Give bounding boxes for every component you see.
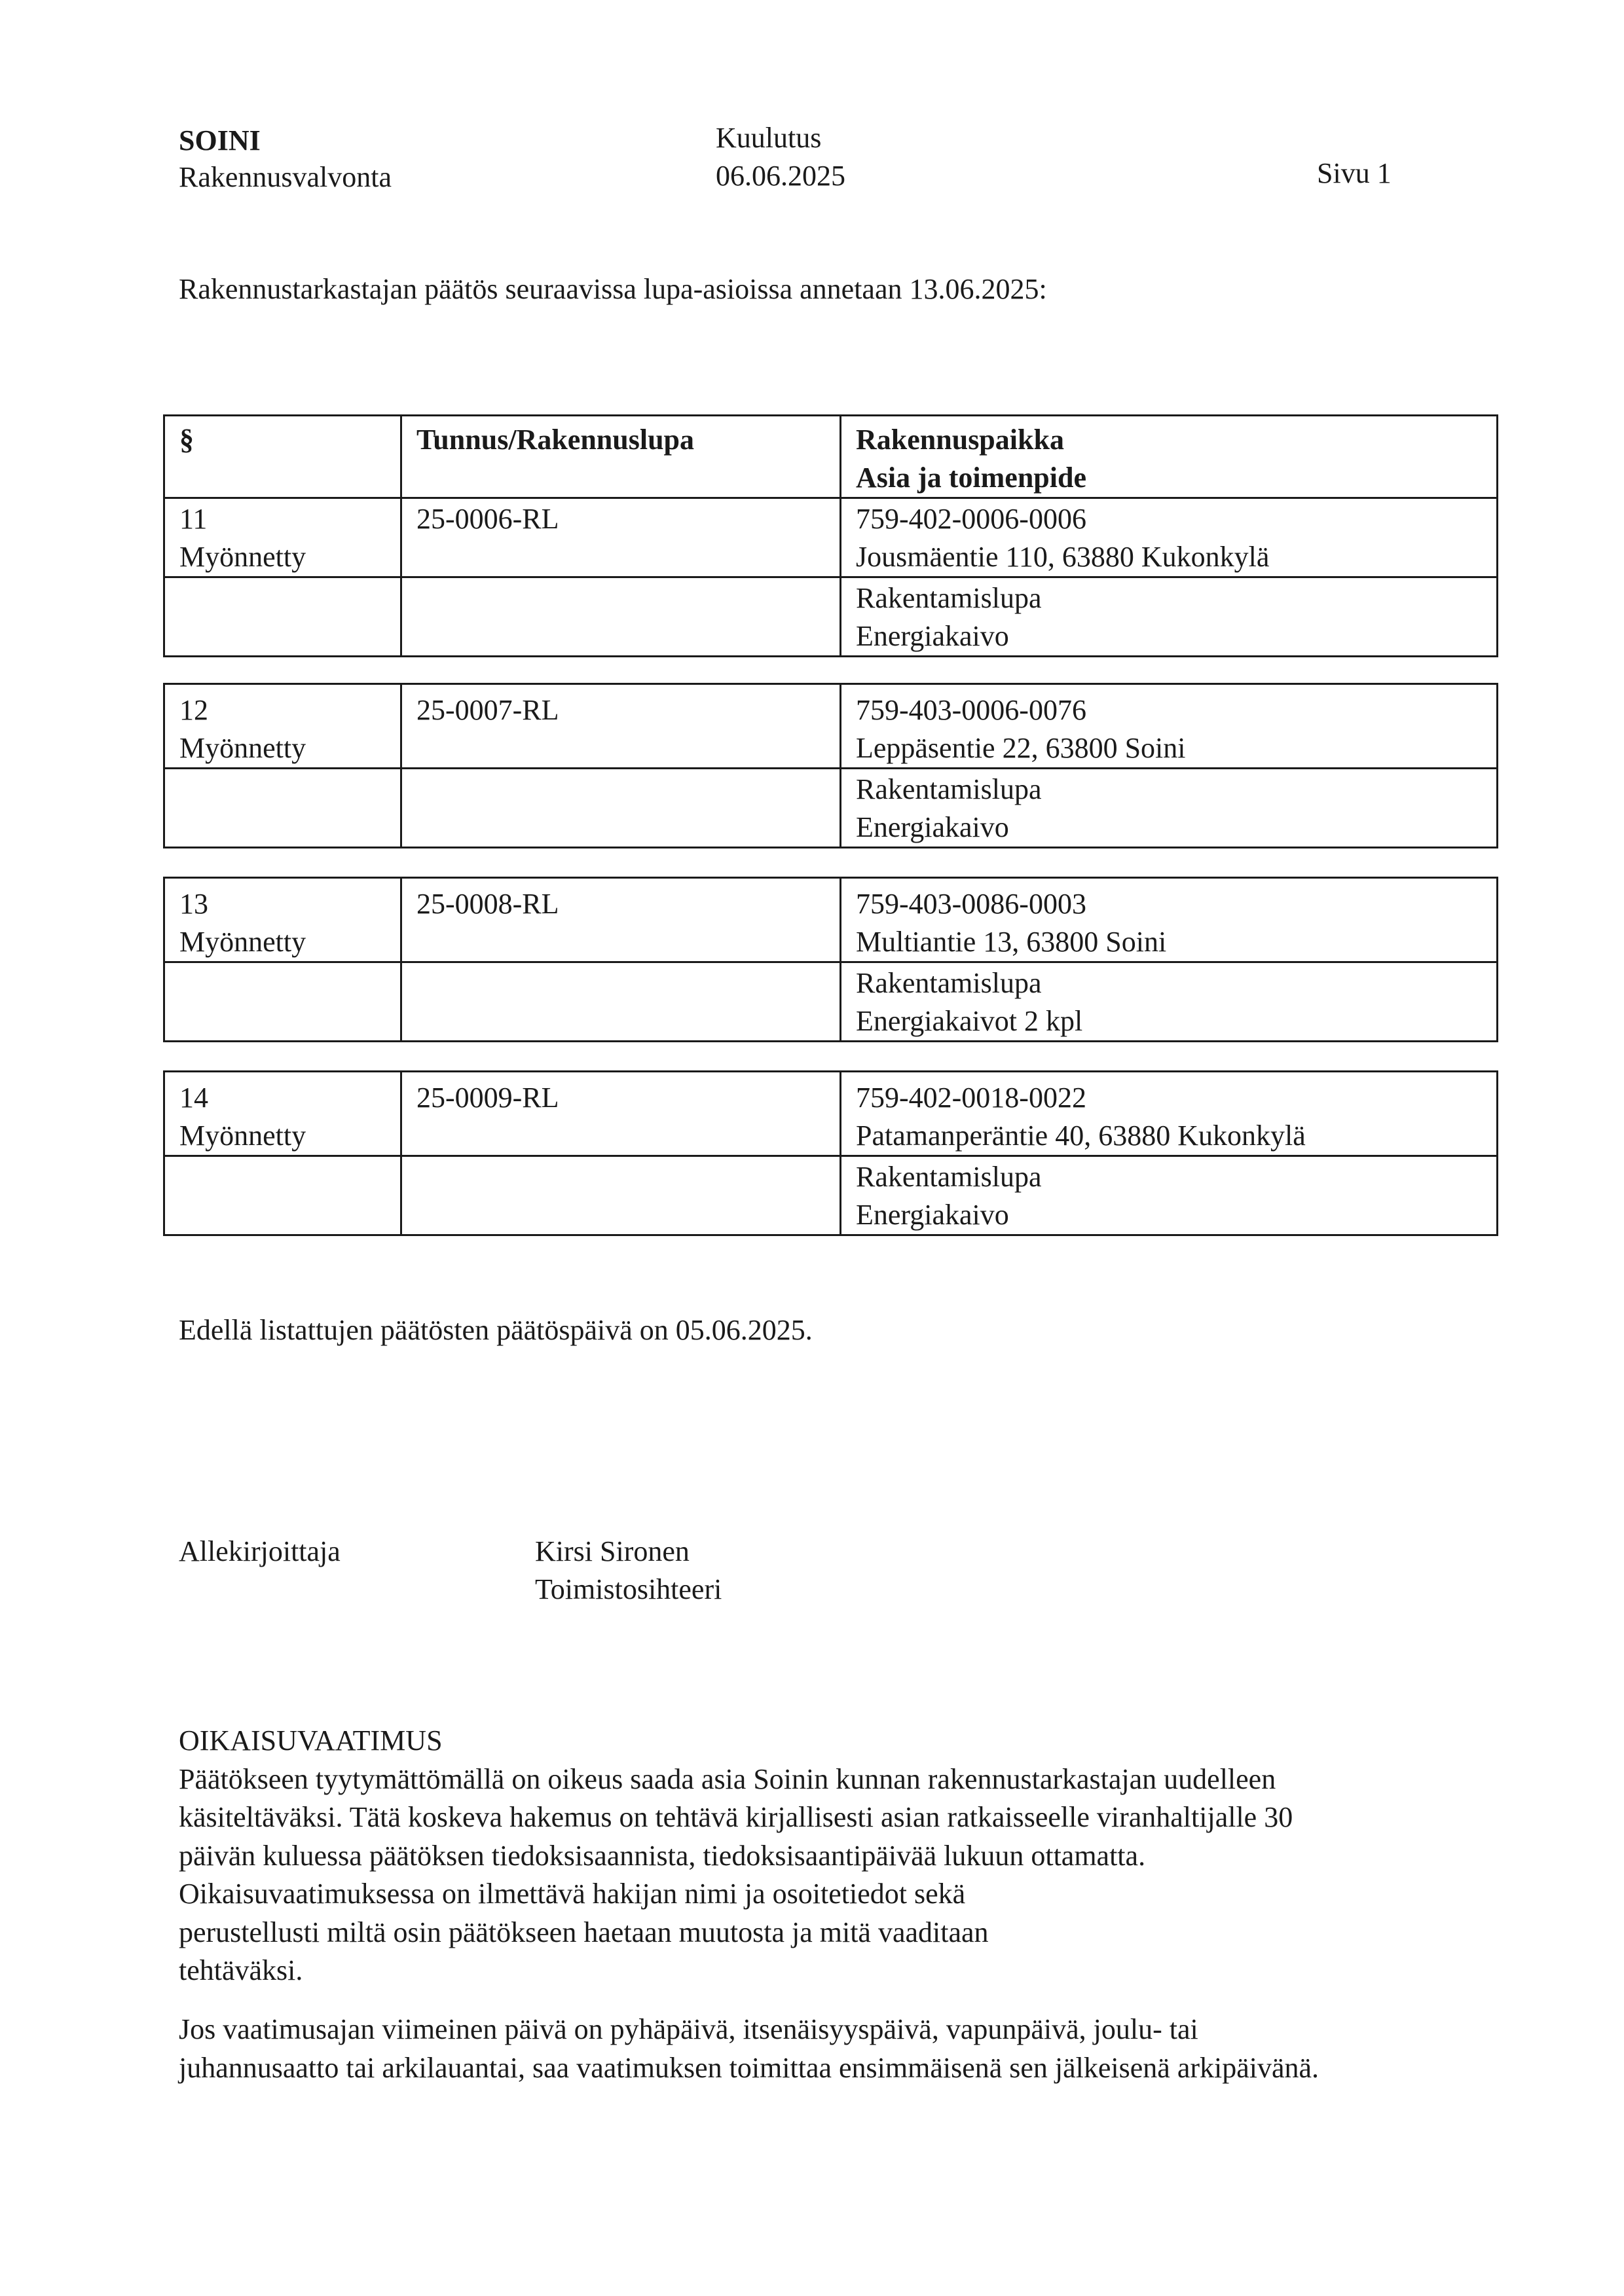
section-number: 11 — [179, 503, 208, 535]
signer-name: Kirsi Sironen — [535, 1535, 690, 1567]
table-header-row — [164, 416, 1498, 498]
deadline-line: Jos vaatimusajan viimeinen päivä on pyhäpäivä, itsenäisyyspäivä, vapunpäivä, joulu- tai — [179, 2013, 1198, 2045]
section-number: 14 — [179, 1082, 208, 1114]
table-row — [164, 684, 1498, 769]
deadline-line: juhannusaatto tai arkilauantai, saa vaatimuksen toimittaa ensimmäisenä sen jälkeisenä arkipäivänä. — [179, 2051, 1320, 2084]
permit-type: Rakentamislupa — [856, 582, 1042, 614]
action: Energiakaivo — [856, 811, 1009, 843]
decision-status: Myönnetty — [179, 926, 306, 958]
appeal-line: tehtäväksi. — [179, 1954, 303, 1986]
document-type: Kuulutus — [716, 122, 822, 154]
decision-table-13 — [163, 877, 1498, 1042]
appeal-line: käsiteltäväksi. Tätä koskeva hakemus on tehtävä kirjallisesti asian ratkaisseelle viranhaltijalle 30 — [179, 1801, 1293, 1833]
decision-status: Myönnetty — [179, 541, 306, 573]
table-row — [164, 1072, 1498, 1156]
decision-date-note: Edellä listattujen päätösten päätöspäivä on 05.06.2025. — [179, 1314, 813, 1346]
action: Energiakaivo — [856, 620, 1009, 652]
decision-table-12 — [163, 683, 1498, 848]
property-id: 759-402-0006-0006 — [856, 503, 1086, 535]
header-section: § — [179, 424, 194, 456]
permit-type: Rakentamislupa — [856, 1161, 1042, 1193]
table-row — [164, 878, 1498, 962]
permit-id: 25-0007-RL — [416, 694, 559, 726]
decision-table-11 — [163, 414, 1498, 657]
action: Energiakaivo — [856, 1199, 1009, 1231]
table-row — [164, 1156, 1498, 1235]
table-row — [164, 962, 1498, 1042]
header-matter: Asia ja toimenpide — [856, 462, 1086, 494]
header-place: Rakennuspaikka — [856, 424, 1064, 456]
decision-status: Myönnetty — [179, 732, 306, 764]
appeal-line: Päätökseen tyytymättömällä on oikeus saada asia Soinin kunnan rakennustarkastajan uudelleen — [179, 1762, 1276, 1795]
action: Energiakaivot 2 kpl — [856, 1005, 1083, 1037]
appeal-line: perustellusti miltä osin päätökseen haetaan muutosta ja mitä vaaditaan — [179, 1916, 989, 1948]
permit-id: 25-0008-RL — [416, 888, 559, 920]
table-row — [164, 498, 1498, 577]
property-id: 759-403-0086-0003 — [856, 888, 1086, 920]
header-permit: Tunnus/Rakennuslupa — [416, 424, 695, 456]
decision-status: Myönnetty — [179, 1120, 306, 1152]
permit-type: Rakentamislupa — [856, 967, 1042, 999]
property-id: 759-402-0018-0022 — [856, 1082, 1086, 1114]
property-id: 759-403-0006-0076 — [856, 694, 1086, 726]
address: Multiantie 13, 63800 Soini — [856, 926, 1167, 958]
decision-table-14 — [163, 1070, 1498, 1236]
appeal-heading: OIKAISUVAATIMUS — [179, 1724, 443, 1757]
appeal-section — [179, 1722, 1502, 1990]
department-name: Rakennusvalvonta — [179, 161, 392, 193]
permit-id: 25-0009-RL — [416, 1082, 559, 1114]
intro-text: Rakennustarkastajan päätös seuraavissa lupa-asioissa annetaan 13.06.2025: — [179, 273, 1047, 305]
table-row — [164, 769, 1498, 848]
address: Leppäsentie 22, 63800 Soini — [856, 732, 1186, 764]
appeal-line: päivän kuluessa päätöksen tiedoksisaannista, tiedoksisaantipäivää lukuun ottamatta. — [179, 1839, 1146, 1872]
section-number: 13 — [179, 888, 208, 920]
address: Jousmäentie 110, 63880 Kukonkylä — [856, 541, 1270, 573]
page-number: Sivu 1 — [1317, 157, 1392, 189]
permit-type: Rakentamislupa — [856, 773, 1042, 805]
table-row — [164, 577, 1498, 657]
section-number: 12 — [179, 694, 208, 726]
signer-title: Toimistosihteeri — [535, 1573, 722, 1605]
appeal-deadline-paragraph — [179, 2011, 1502, 2087]
permit-id: 25-0006-RL — [416, 503, 559, 535]
appeal-line: Oikaisuvaatimuksessa on ilmettävä hakijan nimi ja osoitetiedot sekä — [179, 1878, 966, 1910]
document-date: 06.06.2025 — [716, 160, 845, 192]
address: Patamanperäntie 40, 63880 Kukonkylä — [856, 1120, 1306, 1152]
signature-label: Allekirjoittaja — [179, 1535, 341, 1567]
organization-name: SOINI — [179, 124, 261, 156]
